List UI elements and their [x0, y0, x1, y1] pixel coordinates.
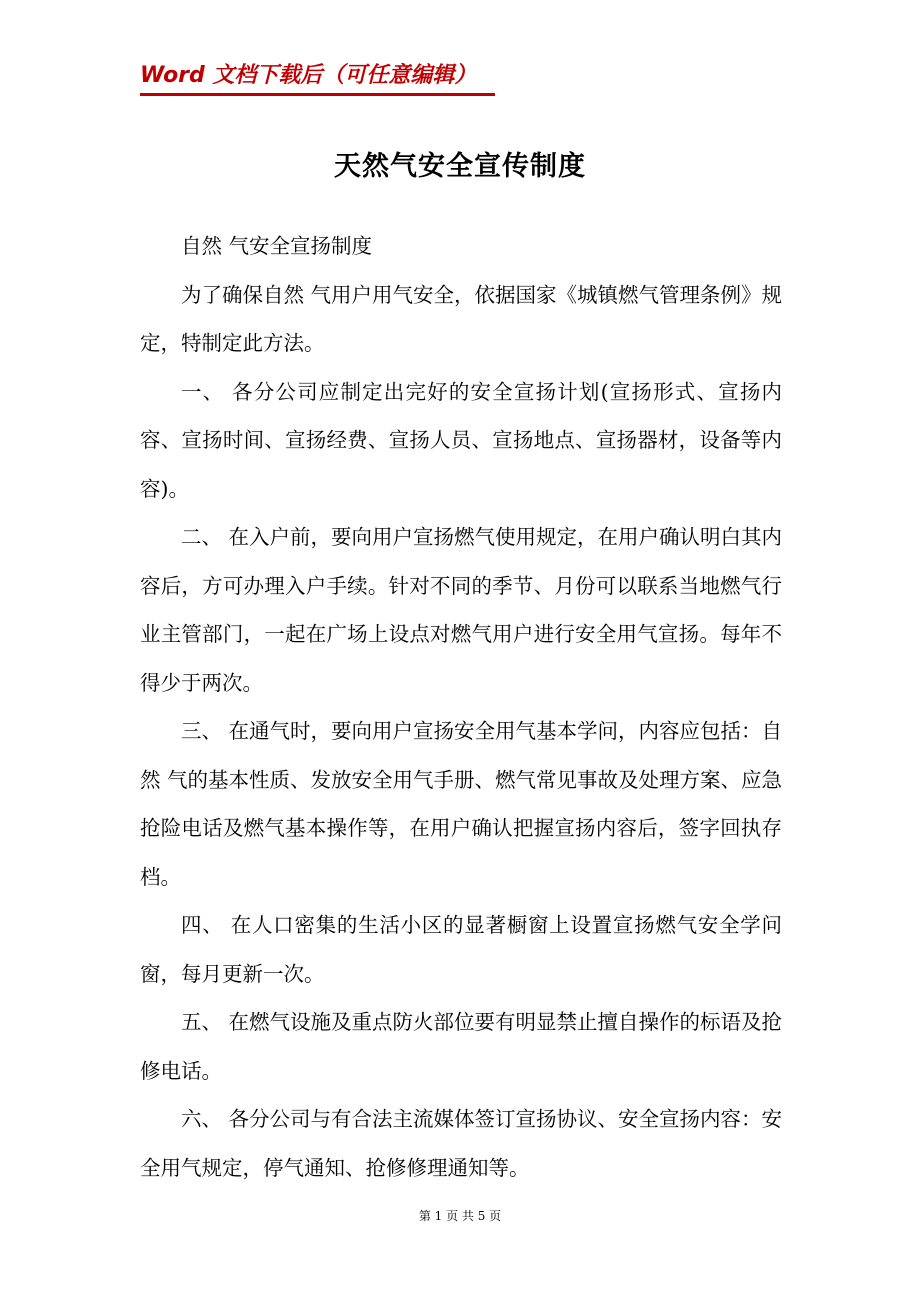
paragraph-item-3: 三、 在通气时，要向用户宣扬安全用气基本学问，内容应包括：自然 气的基本性质、发放安全用气手册、燃气常见事故及处理方案、应急抢险电话及燃气基本操作等，在用户确认把握宣扬内容后，签字回执存档。: [140, 719, 783, 889]
paragraph-item-5: 五、 在燃气设施及重点防火部位要有明显禁止擅自操作的标语及抢修电话。: [140, 1010, 783, 1083]
paragraph-item-2: 二、 在入户前，要向用户宣扬燃气使用规定，在用户确认明白其内容后，方可办理入户手续。针对不同的季节、月份可以联系当地燃气行业主管部门，一起在广场上设点对燃气用户进行安全用气宣扬。每年不得少于两次。: [140, 525, 783, 695]
paragraph-item-4: 四、 在人口密集的生活小区的显著橱窗上设置宣扬燃气安全学问窗，每月更新一次。: [140, 913, 782, 986]
paragraph-intro: 为了确保自然 气用户用气安全，依据国家《城镇燃气管理条例》规定，特制定此方法。: [140, 282, 783, 355]
paragraph-subtitle: 自然 气安全宣扬制度: [181, 234, 373, 258]
paragraph-item-1: 一、 各分公司应制定出完好的安全宣扬计划(宣扬形式、宣扬内容、宣扬时间、宣扬经费、宣扬人员、宣扬地点、宣扬器材，设备等内容)。: [140, 379, 782, 501]
banner-underline: [140, 93, 495, 96]
download-banner: Word 文档下载后（可任意编辑）: [140, 63, 477, 88]
page-number-footer: 第 1 页 共 5 页: [418, 1209, 502, 1223]
document-body: [140, 222, 782, 1192]
document-title: 天然气安全宣传制度: [334, 151, 586, 182]
paragraph-item-6: 六、 各分公司与有合法主流媒体签订宣扬协议、安全宣扬内容：安全用气规定，停气通知、抢修修理通知等。: [140, 1107, 783, 1180]
